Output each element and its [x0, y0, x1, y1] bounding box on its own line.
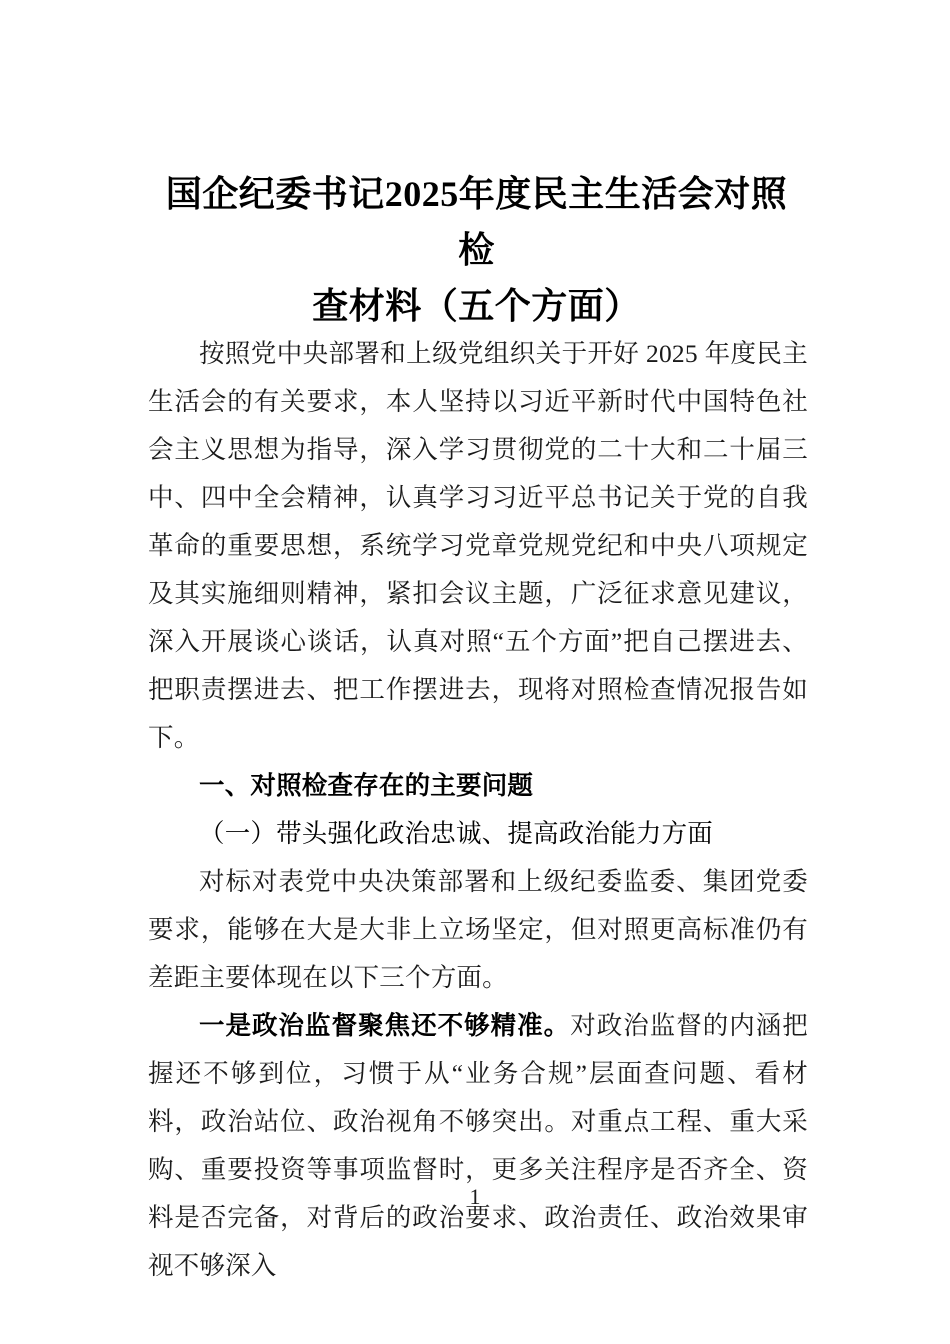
- section-intro-paragraph: 对标对表党中央决策部署和上级纪委监委、集团党委要求，能够在大是大非上立场坚定，但对照更高标准仍有差距主要体现在以下三个方面。: [148, 867, 808, 992]
- page-title: [148, 166, 805, 334]
- page-title-line-2: 查材料（五个方面）: [312, 286, 641, 326]
- point-1-body: 对政治监督的内涵把握还不够到位，习惯于从“业务合规”层面查问题、看材料，政治站位、政治视角不够突出。对重点工程、重大采购、重要投资等事项监督时，更多关注程序是否齐全、资料是否完备，对背后的政治要求、政治责任、政治效果审视不够深入: [148, 1011, 808, 1280]
- document-body: [148, 330, 808, 1290]
- point-1-lead: 一是政治监督聚焦还不够精准。: [199, 1011, 571, 1040]
- page-number: 1: [469, 1184, 481, 1209]
- heading-level-1: 一、对照检查存在的主要问题: [199, 772, 534, 800]
- page-title-line-1: 国企纪委书记2025年度民主生活会对照检: [165, 174, 788, 270]
- heading-level-2: （一）带头强化政治忠诚、提高政治能力方面: [199, 819, 714, 848]
- point-1-paragraph: [148, 1002, 808, 1290]
- intro-paragraph: 按照党中央部署和上级党组织关于开好 2025 年度民主生活会的有关要求，本人坚持以习近平新时代中国特色社会主义思想为指导，深入学习贯彻党的二十大和二十届三中、四中全会精神，认真学习习近平总书记关于党的自我革命的重要思想，系统学习党章党规党纪和中央八项规定及其实施细则精神，紧扣会议主题，广泛征求意见建议，深入开展谈心谈话，认真对照“五个方面”把自己摆进去、把职责摆进去、把工作摆进去，现将对照检查情况报告如下。: [148, 339, 808, 752]
